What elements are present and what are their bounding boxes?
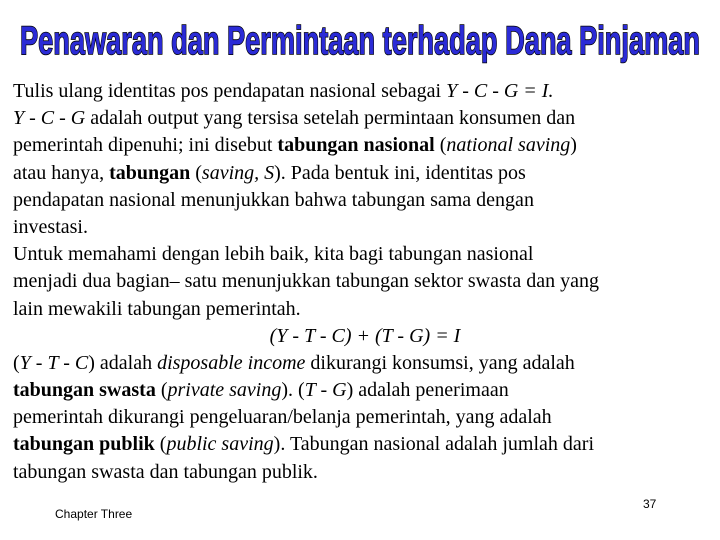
- text-line: [13, 132, 717, 159]
- text-run: ): [570, 134, 577, 157]
- text-line: [13, 350, 717, 377]
- text-run: adalah output yang tersisa setelah permintaan konsumen dan: [85, 107, 576, 130]
- text-line: [13, 214, 717, 241]
- text-run: tabungan: [109, 161, 191, 184]
- text-run: saving, S: [201, 161, 275, 184]
- text-line: [13, 187, 717, 214]
- text-run: tabungan nasional: [277, 134, 435, 157]
- text-run: (: [13, 351, 20, 374]
- text-line: [13, 241, 717, 268]
- text-run: Untuk memahami dengan lebih baik, kita bagi tabungan nasional: [13, 243, 534, 266]
- text-line: [13, 160, 717, 187]
- text-run: ) adalah: [88, 351, 158, 374]
- text-run: tabungan swasta dan tabungan publik.: [13, 460, 318, 483]
- equation-line: [13, 323, 717, 350]
- text-run: (Y - T - C) + (T - G) = I: [269, 324, 461, 347]
- text-run: ). (: [281, 379, 305, 402]
- text-run: investasi.: [13, 215, 88, 238]
- text-run: (: [190, 161, 202, 184]
- text-run: T - G: [304, 379, 347, 402]
- text-run: tabungan publik: [13, 433, 155, 456]
- text-run: pendapatan nasional menunjukkan bahwa tabungan sama dengan: [13, 188, 534, 211]
- text-run: dikurangi konsumsi, yang adalah: [305, 351, 575, 374]
- text-run: (: [154, 433, 167, 456]
- body-text: [13, 78, 717, 486]
- text-run: disposable income: [157, 351, 306, 374]
- title-graphic: [10, 10, 710, 72]
- text-run: ) adalah penerimaan: [346, 379, 509, 402]
- text-run: public saving: [166, 433, 274, 456]
- chapter-footer: Chapter Three: [55, 507, 133, 521]
- text-run: (: [434, 134, 447, 157]
- text-line: [13, 268, 717, 295]
- text-line: [13, 404, 717, 431]
- title-text: Penawaran dan Permintaan terhadap Dana Pinjaman: [20, 19, 700, 63]
- text-run: private saving: [167, 379, 282, 402]
- text-line: [13, 377, 717, 404]
- text-line: [13, 78, 717, 105]
- text-run: menjadi dua bagian– satu menunjukkan tabungan sektor swasta dan yang: [13, 270, 599, 293]
- text-run: Y - C - G = I.: [446, 80, 554, 102]
- text-line: [13, 105, 717, 132]
- text-run: Y - T - C: [19, 351, 89, 374]
- page-number: 37: [643, 497, 657, 511]
- text-run: pemerintah dipenuhi; ini disebut: [13, 134, 278, 157]
- text-run: Tulis ulang identitas pos pendapatan nasional sebagai: [13, 80, 447, 102]
- text-run: Y - C - G: [13, 107, 86, 130]
- text-run: national saving: [446, 134, 571, 157]
- text-line: [13, 459, 717, 486]
- text-run: lain mewakili tabungan pemerintah.: [13, 297, 301, 320]
- text-run: pemerintah dikurangi pengeluaran/belanja pemerintah, yang adalah: [13, 406, 552, 429]
- slide-title: [0, 10, 720, 72]
- text-line: [13, 431, 717, 458]
- text-run: ). Tabungan nasional adalah jumlah dari: [273, 433, 595, 456]
- text-line: [13, 296, 717, 323]
- text-run: ). Pada bentuk ini, identitas pos: [274, 161, 526, 184]
- text-run: (: [155, 379, 168, 402]
- text-run: atau hanya,: [13, 161, 110, 184]
- text-run: tabungan swasta: [13, 379, 156, 402]
